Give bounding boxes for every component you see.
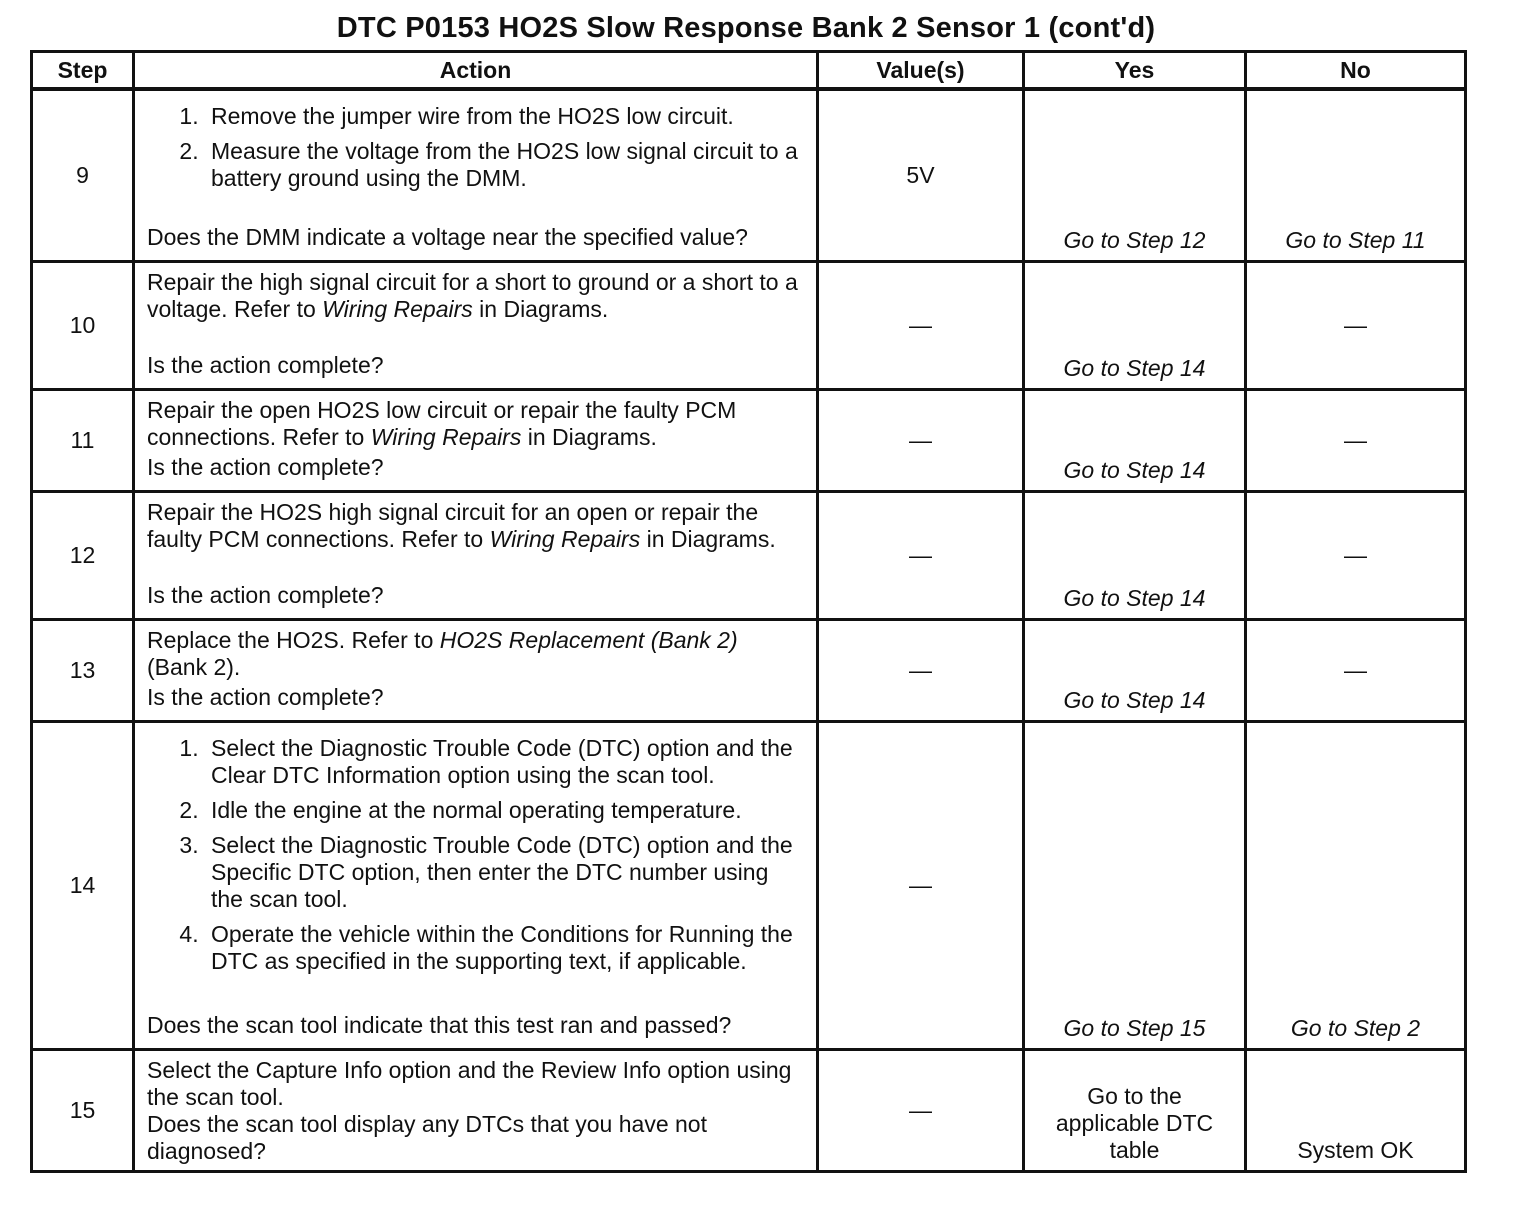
step-number: 11 — [32, 389, 134, 491]
action-question: Is the action complete? — [147, 453, 384, 480]
no-value: — — [1246, 261, 1466, 389]
step-number: 14 — [32, 721, 134, 1049]
action-text-part: Repair the HO2S high signal circuit for an open or repair the faulty PCM connections. Refer to — [147, 498, 759, 552]
action-text-part: Replace the HO2S. Refer to — [147, 626, 440, 653]
action-text-part: in Diagrams. — [640, 525, 776, 552]
header-no: No — [1246, 52, 1466, 90]
list-item: 4. Operate the vehicle within the Conditions for Running the DTC as specified in the supporting text, if applicable. — [205, 921, 804, 975]
list-item: 2. Idle the engine at the normal operating temperature. — [205, 797, 804, 824]
yes-link[interactable]: Go to Step 14 — [1024, 619, 1246, 721]
action-cell — [134, 389, 818, 491]
value-cell: — — [818, 261, 1024, 389]
yes-link[interactable]: Go to Step 12 — [1024, 89, 1246, 261]
action-text-part: in Diagrams. — [521, 423, 657, 450]
no-value: — — [1246, 389, 1466, 491]
list-item: 2. Measure the voltage from the HO2S low signal circuit to a battery ground using the DMM. — [205, 138, 804, 192]
action-question: Is the action complete? — [147, 683, 384, 710]
reference-link[interactable]: Wiring Repairs — [489, 525, 641, 552]
action-question: Is the action complete? — [147, 351, 384, 378]
action-text — [147, 627, 804, 681]
table-row — [32, 491, 1466, 619]
action-list — [147, 103, 804, 200]
yes-link[interactable]: Go to Step 14 — [1024, 261, 1246, 389]
header-yes: Yes — [1024, 52, 1246, 90]
yes-link[interactable]: Go to the applicable DTC table — [1024, 1049, 1246, 1171]
page-title: DTC P0153 HO2S Slow Response Bank 2 Sensor 1 (cont'd) — [336, 12, 1156, 44]
list-item: 3. Select the Diagnostic Trouble Code (DTC) option and the Specific DTC option, then enter the DTC number using the scan tool. — [205, 832, 804, 913]
no-link[interactable]: Go to Step 2 — [1246, 721, 1466, 1049]
table-row — [32, 619, 1466, 721]
reference-link[interactable]: Wiring Repairs — [322, 295, 473, 322]
action-text: Select the Capture Info option and the Review Info option using the scan tool. — [147, 1056, 792, 1110]
action-cell — [134, 261, 818, 389]
action-cell — [134, 721, 818, 1049]
no-link[interactable]: Go to Step 11 — [1246, 89, 1466, 261]
action-text-part: Repair the high signal circuit for a short to ground or a short to a voltage. Refer to — [147, 268, 798, 322]
step-number: 9 — [32, 89, 134, 261]
action-text — [147, 397, 804, 451]
value-cell: — — [818, 721, 1024, 1049]
table-row — [32, 261, 1466, 389]
table-row — [32, 1049, 1466, 1171]
action-question: Does the scan tool indicate that this test ran and passed? — [147, 1011, 732, 1038]
header-row — [32, 52, 1466, 90]
reference-link[interactable]: HO2S Replacement (Bank 2) — [439, 626, 738, 653]
step-number: 13 — [32, 619, 134, 721]
no-value: — — [1246, 491, 1466, 619]
step-number: 15 — [32, 1049, 134, 1171]
no-value: — — [1246, 619, 1466, 721]
action-text — [147, 499, 804, 553]
action-text-part: (Bank 2). — [147, 653, 241, 680]
reference-link[interactable]: Wiring Repairs — [370, 423, 522, 450]
table-row — [32, 89, 1466, 261]
list-item: 1. Select the Diagnostic Trouble Code (DTC) option and the Clear DTC Information option using the scan tool. — [205, 735, 804, 789]
value-cell: 5V — [818, 89, 1024, 261]
yes-link[interactable]: Go to Step 14 — [1024, 389, 1246, 491]
yes-link[interactable]: Go to Step 15 — [1024, 721, 1246, 1049]
table-row — [32, 389, 1466, 491]
action-text-part: in Diagrams. — [472, 295, 609, 322]
value-cell: — — [818, 491, 1024, 619]
step-number: 12 — [32, 491, 134, 619]
action-question: Does the DMM indicate a voltage near the specified value? — [147, 224, 748, 250]
list-item: 1. Remove the jumper wire from the HO2S low circuit. — [205, 103, 804, 130]
no-result: System OK — [1246, 1049, 1466, 1171]
value-cell: — — [818, 1049, 1024, 1171]
action-cell — [134, 1049, 818, 1171]
header-values: Value(s) — [818, 52, 1024, 90]
action-cell — [134, 619, 818, 721]
value-cell: — — [818, 389, 1024, 491]
step-number: 10 — [32, 261, 134, 389]
action-text — [147, 269, 804, 323]
dtc-table — [30, 50, 1467, 1173]
action-cell — [134, 89, 818, 261]
table-row — [32, 721, 1466, 1049]
action-text-part: Repair the open HO2S low circuit or repair the faulty PCM connections. Refer to — [147, 396, 737, 450]
action-list — [147, 735, 804, 983]
header-action: Action — [134, 52, 818, 90]
yes-link[interactable]: Go to Step 14 — [1024, 491, 1246, 619]
action-cell — [134, 491, 818, 619]
value-cell: — — [818, 619, 1024, 721]
action-question: Does the scan tool display any DTCs that you have not diagnosed? — [147, 1110, 707, 1164]
action-question: Is the action complete? — [147, 581, 384, 608]
header-step: Step — [32, 52, 134, 90]
